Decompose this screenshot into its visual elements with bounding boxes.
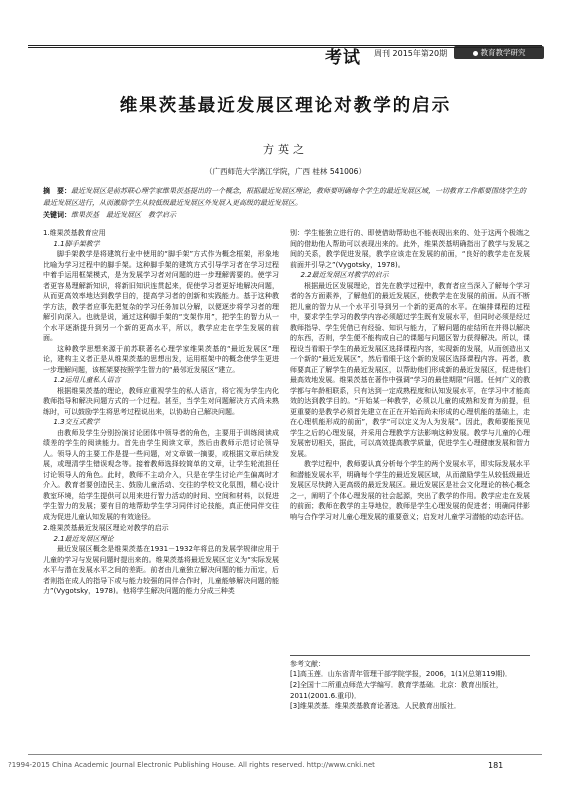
- paragraph: 根据维果茨基的理论，教师应重视学生的私人语言，将它视为学生内化教师指导和解决问题方式的一个过程。甚至，当学生对问题解决方式尚未熟练时，可以鼓励学生将思考过程说出来，以协助自己解决问题。: [43, 386, 279, 416]
- affiliation: （广西师范大学漓江学院，广西 桂林 541006）: [205, 167, 366, 176]
- page-number: 181: [488, 761, 504, 770]
- column-name: 教育教学研究: [480, 48, 526, 57]
- references: [290, 659, 530, 712]
- left-column: [43, 228, 279, 597]
- reference-item: [2]全国十二所重点师范大学编写．教育学基础．北京：教育出版社，2011(2001.6.重印)．: [290, 680, 503, 700]
- right-column: [290, 228, 530, 522]
- references-title: 参考文献：: [290, 660, 325, 668]
- article-title: 维果茨基最近发展区理论对教学的启示: [119, 96, 452, 116]
- header-rule-thin: [28, 47, 542, 48]
- running-header: [0, 20, 571, 68]
- subsection-heading: 1.3交互式教学: [53, 418, 100, 426]
- keywords-label: 关键词：: [43, 211, 71, 219]
- paragraph: 这种教学思想来源于前苏联著名心理学家维果茨基的“最近发展区”理论，建构主义者正是从维果茨基的思想出发，运用框架中的概念使学生更进一步理解问题，该框架要按照学生智力的“最邻近发展区”建立。: [43, 344, 279, 374]
- section-heading: 1.维果茨基教育应用: [43, 229, 106, 237]
- paragraph: 别：学生能独立进行的、即使借助帮助也不能表现出来的、处于这两个极端之间的借助他人帮助可以表现出来的。此外，维果茨基明确指出了教学与发展之间的关系，教学促进发展，教学应该走在发展的前面，“良好的教学走在发展前面并引导之”(Vygotsky，1978)。: [290, 229, 530, 269]
- keywords: [43, 210, 176, 220]
- subsection-heading: 1.2运用儿童私人语言: [53, 376, 121, 384]
- subsection-heading: 2.1最近发展区理论: [53, 534, 114, 543]
- reference-list: [290, 669, 530, 712]
- copyright: ?1994-2015 China Academic Journal Electronic Publishing House. All rights reserved. http://www.cnki.net: [8, 761, 375, 769]
- abstract-text: 最近发展区是前苏联心理学家维果茨基提出的一个概念，根据最近发展区理论，教师要明确每个学生的最近发展区域，一切教育工作都要围绕学生的最近发展区进行，从而激励学生从较低级最近发展区外发展入更高级的最近发展区。: [43, 187, 526, 207]
- abstract-label: 摘 要：: [43, 187, 71, 195]
- footer-rule: [28, 754, 542, 755]
- magazine-name: 考试: [325, 48, 361, 68]
- reference-item: [1]高玉莲．山东省青年管理干部学院学报，2006，1(1)(总第119期)．: [290, 670, 512, 678]
- bullet-icon: [473, 51, 478, 56]
- author: 方英之: [263, 143, 308, 156]
- paragraph: 教学过程中，教师要认真分析每个学生的两个发展水平，即实际发展水平和潜能发展水平，明确每个学生的最近发展区域，从而激励学生从较低级最近发展区尽快跨入更高级的最近发展区。最近发展区是社会文化理论的核心概念之一，阐明了个体心理发展的社会起源，突出了教学的作用。教学应走在发展的前面；教师在教学的主导地位，教师是学生心理发展的促进者；明确同伴影响与合作学习对儿童心理发展的重要意义；启发对儿童学习潜能的动态评估。: [290, 460, 530, 521]
- paragraph: 最近发展区概念是维果茨基在1931－1932年将总的发展学规律应用于儿童的学习与发展问题时提出来的。维果茨基将最近发展区定义为“实际发展水平与潜在发展水平之间的差距。前者由儿童独立解决问题的能力而定，后者则指在成人的指导下或与能力较强的同伴合作时，儿童能够解决问题的能力”(Vygotsky，1978)。他将学生解决问题的能力分成三种类: [43, 545, 279, 595]
- subsection-heading: 2.2最近发展区对教学的启示: [300, 271, 389, 279]
- column-badge: [454, 46, 544, 59]
- paragraph: 根据最近区发展理论，首先在教学过程中，教育者应当深入了解每个学习者的各方面素养，了解他们的最近发展区，使教学走在发展的前面。从而不断把儿童的智力从一个水平引导到另一个新的更高的水平。在编排课程的过程中，要求学生学习的教学内容必须超过学生既有发展水平，但同时必须是经过教师指导、学生凭借已有经验、知识与能力，了解问题的症结所在并得以解决的东西，否则，学生便不能构成自己的课题与问题区智力获得解决。所以，课程设当看眼于学生的最近发展区选择课程内容，实现新的发展，从而创造出又一个新的“最近发展区”，然后看眼于这个新的发展区选择课程内容。再者，教师要真正了解学生的最近发展区，以帮助他们形成新的最近发展区，促进他们最高效地发展。维果茨基在著作中强调“学习的最佳期限”问题。任何广义的教学都与年龄相联系，只有达到一定成熟程度和认知发展水平，在学习中才能高效的达到教学目的。“开始某一种教学，必须以儿童的成熟和发育为前提，但更重要的是教学必须首先建立在正在开始而尚未形成的心理机能的基础上，走在心理机能形成的前面”，教学“可以定义为人为发展”。因此，教师要能预见学生之后的心理发展，并采用合理教学方法影响这种发展。教学与儿童的心理发展密切相关，据此，可以高效提高教学质量，促进学生心理健康发展和智力发展。: [290, 281, 530, 458]
- reference-item: [3]维果茨基．维果茨基教育论著选．人民教育出版社．: [290, 702, 461, 711]
- abstract: [43, 186, 530, 209]
- references-rule: [290, 655, 530, 656]
- header-rule: [28, 45, 542, 46]
- section-heading: 2.维果茨基最近发展区理论对教学的启示: [43, 524, 169, 532]
- subsection-heading: 1.1脚手架教学: [53, 239, 100, 248]
- paragraph: 由教师及学生分别扮演讨论团体中领导者的角色，主要用于训练阅读成绩差的学生的阅读能力。首先由学生阅读文章，然后由教师示范讨论领导人。领导人的主要工作是提一些问题，对文章做一摘要，或根据文章后续发展，或理清学生错误观念等。接着教师选择较简单的文章，让学生轮流担任讨论领导人的角色。此时，教师不主动介入，只是在学生讨论产生偏离时才介入。教育者要创造民主、鼓励儿童活动、交往的学校文化氛围，精心设计教室环境，给学生提供可以用来进行智力活动的时间、空间和材料，以促进学生智力的发展；要有目的地帮助学生学习同伴讨论技能，真正使同伴交往成为促进儿童认知发展的有效途径。: [43, 428, 279, 521]
- keywords-text: 维果茨基 最近发展区 教学启示: [71, 211, 176, 219]
- issue-info: 周刊 2015年第20期: [374, 49, 448, 58]
- paragraph: 脚手架教学是将建筑行业中使用的“脚手架”方式作为概念框架，形象地比喻为学习过程中的脚手架。这种脚手架的建筑方式引导学习者在学习过程中着手运用框架模式，是为发展学习者对问题的进一步理解需要的。使学习者更容易理解新知识，将新旧知识连贯起来，促使学习者更好地解决问题，从而更高效率地达到教学目的，提高学习者的创新和实践能力。基于这种教学方法，教学者应事先把复杂的学习任务加以分解，以便逐步将学习者的理解引向深入。也就是说，通过这种脚手架的“支架作用”，把学生的智力从一个水平逐渐提升到另一个新的更高水平，所以，教学应走在学生发展的前面。: [43, 250, 279, 342]
